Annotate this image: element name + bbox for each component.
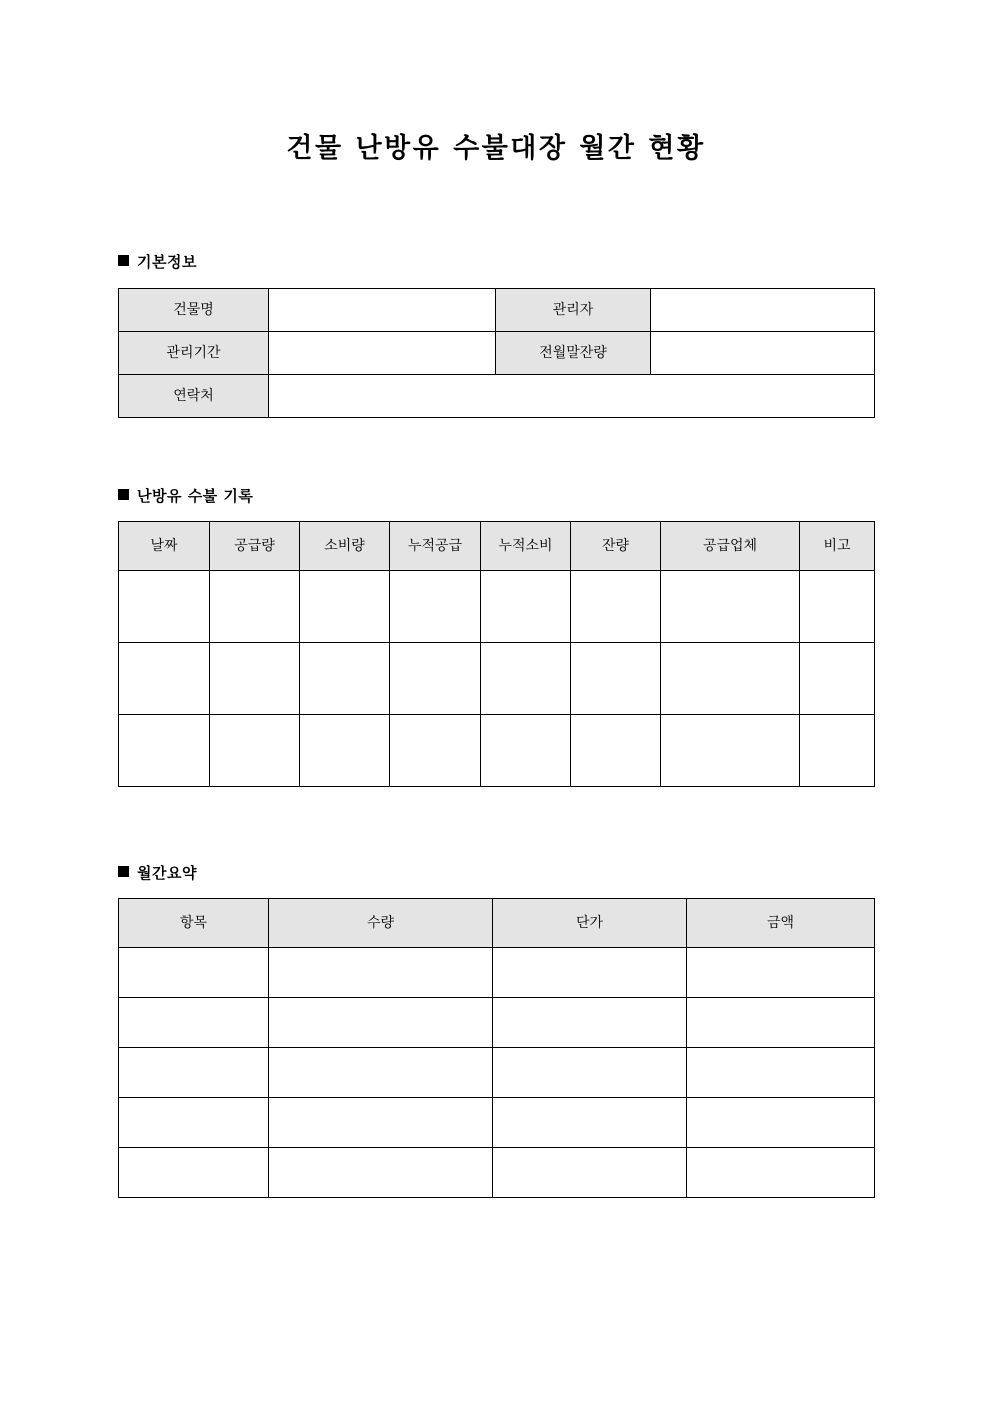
basic-info-table — [118, 288, 875, 418]
cell-supplier[interactable] — [661, 643, 800, 715]
cell-amount[interactable] — [687, 1148, 875, 1198]
cell-quantity[interactable] — [269, 998, 493, 1048]
cell-remarks[interactable] — [800, 643, 875, 715]
field-value-management-period[interactable] — [269, 332, 496, 375]
cell-quantity[interactable] — [269, 1098, 493, 1148]
column-header-item: 항목 — [119, 899, 269, 948]
table-row — [119, 1148, 875, 1198]
monthly-summary-table — [118, 898, 875, 1198]
cell-remarks[interactable] — [800, 715, 875, 787]
cell-amount[interactable] — [687, 998, 875, 1048]
column-header-quantity: 수량 — [269, 899, 493, 948]
cell-item[interactable] — [119, 998, 269, 1048]
field-value-manager[interactable] — [651, 289, 875, 332]
cell-cumulative-consumption[interactable] — [481, 571, 571, 643]
cell-cumulative-consumption[interactable] — [481, 715, 571, 787]
column-header-amount: 금액 — [687, 899, 875, 948]
column-header-unit-price: 단가 — [493, 899, 687, 948]
cell-balance[interactable] — [571, 715, 661, 787]
column-header-cumulative-consumption: 누적소비 — [481, 522, 571, 571]
cell-date[interactable] — [119, 643, 210, 715]
cell-cumulative-supply[interactable] — [390, 643, 481, 715]
table-row — [119, 1048, 875, 1098]
cell-amount[interactable] — [687, 1098, 875, 1148]
cell-balance[interactable] — [571, 571, 661, 643]
cell-cumulative-supply[interactable] — [390, 571, 481, 643]
cell-amount[interactable] — [687, 1048, 875, 1098]
cell-date[interactable] — [119, 571, 210, 643]
cell-item[interactable] — [119, 1148, 269, 1198]
square-bullet-icon — [118, 255, 129, 266]
cell-supply-amount[interactable] — [210, 571, 300, 643]
cell-supplier[interactable] — [661, 715, 800, 787]
cell-supplier[interactable] — [661, 571, 800, 643]
cell-quantity[interactable] — [269, 1148, 493, 1198]
cell-unit-price[interactable] — [493, 1148, 687, 1198]
cell-quantity[interactable] — [269, 1048, 493, 1098]
field-value-building-name[interactable] — [269, 289, 496, 332]
column-header-supplier: 공급업체 — [661, 522, 800, 571]
field-label-building-name: 건물명 — [119, 289, 269, 332]
cell-unit-price[interactable] — [493, 1048, 687, 1098]
cell-amount[interactable] — [687, 948, 875, 998]
section-heading-summary — [118, 862, 197, 883]
column-header-remarks: 비고 — [800, 522, 875, 571]
field-label-manager: 관리자 — [496, 289, 651, 332]
cell-remarks[interactable] — [800, 571, 875, 643]
column-header-supply-amount: 공급량 — [210, 522, 300, 571]
heating-oil-record-table — [118, 521, 875, 787]
cell-unit-price[interactable] — [493, 998, 687, 1048]
section-heading-basic-info — [118, 251, 197, 272]
cell-quantity[interactable] — [269, 948, 493, 998]
cell-item[interactable] — [119, 948, 269, 998]
cell-balance[interactable] — [571, 643, 661, 715]
column-header-balance: 잔량 — [571, 522, 661, 571]
cell-supply-amount[interactable] — [210, 715, 300, 787]
field-label-management-period: 관리기간 — [119, 332, 269, 375]
square-bullet-icon — [118, 866, 129, 877]
table-row — [119, 948, 875, 998]
cell-cumulative-consumption[interactable] — [481, 643, 571, 715]
cell-item[interactable] — [119, 1098, 269, 1148]
table-row — [119, 375, 875, 418]
cell-unit-price[interactable] — [493, 1098, 687, 1148]
cell-consumption-amount[interactable] — [300, 643, 390, 715]
cell-supply-amount[interactable] — [210, 643, 300, 715]
page-title: 건물 난방유 수불대장 월간 현황 — [286, 133, 706, 164]
cell-consumption-amount[interactable] — [300, 715, 390, 787]
table-row — [119, 715, 875, 787]
column-header-date: 날짜 — [119, 522, 210, 571]
cell-cumulative-supply[interactable] — [390, 715, 481, 787]
field-value-previous-month-balance[interactable] — [651, 332, 875, 375]
section-heading-record — [118, 485, 253, 506]
square-bullet-icon — [118, 489, 129, 500]
table-row — [119, 332, 875, 375]
table-header-row — [119, 899, 875, 948]
table-row — [119, 643, 875, 715]
column-header-cumulative-supply: 누적공급 — [390, 522, 481, 571]
column-header-consumption-amount: 소비량 — [300, 522, 390, 571]
table-row — [119, 998, 875, 1048]
table-row — [119, 1098, 875, 1148]
section-heading-basic-info-label: 기본정보 — [137, 253, 197, 271]
table-header-row — [119, 522, 875, 571]
field-label-previous-month-balance: 전월말잔량 — [496, 332, 651, 375]
section-heading-record-label: 난방유 수불 기록 — [137, 487, 254, 505]
cell-consumption-amount[interactable] — [300, 571, 390, 643]
field-value-contact[interactable] — [269, 375, 875, 418]
table-row — [119, 571, 875, 643]
cell-unit-price[interactable] — [493, 948, 687, 998]
cell-item[interactable] — [119, 1048, 269, 1098]
field-label-contact: 연락처 — [119, 375, 269, 418]
section-heading-summary-label: 월간요약 — [137, 864, 197, 882]
cell-date[interactable] — [119, 715, 210, 787]
table-row — [119, 289, 875, 332]
